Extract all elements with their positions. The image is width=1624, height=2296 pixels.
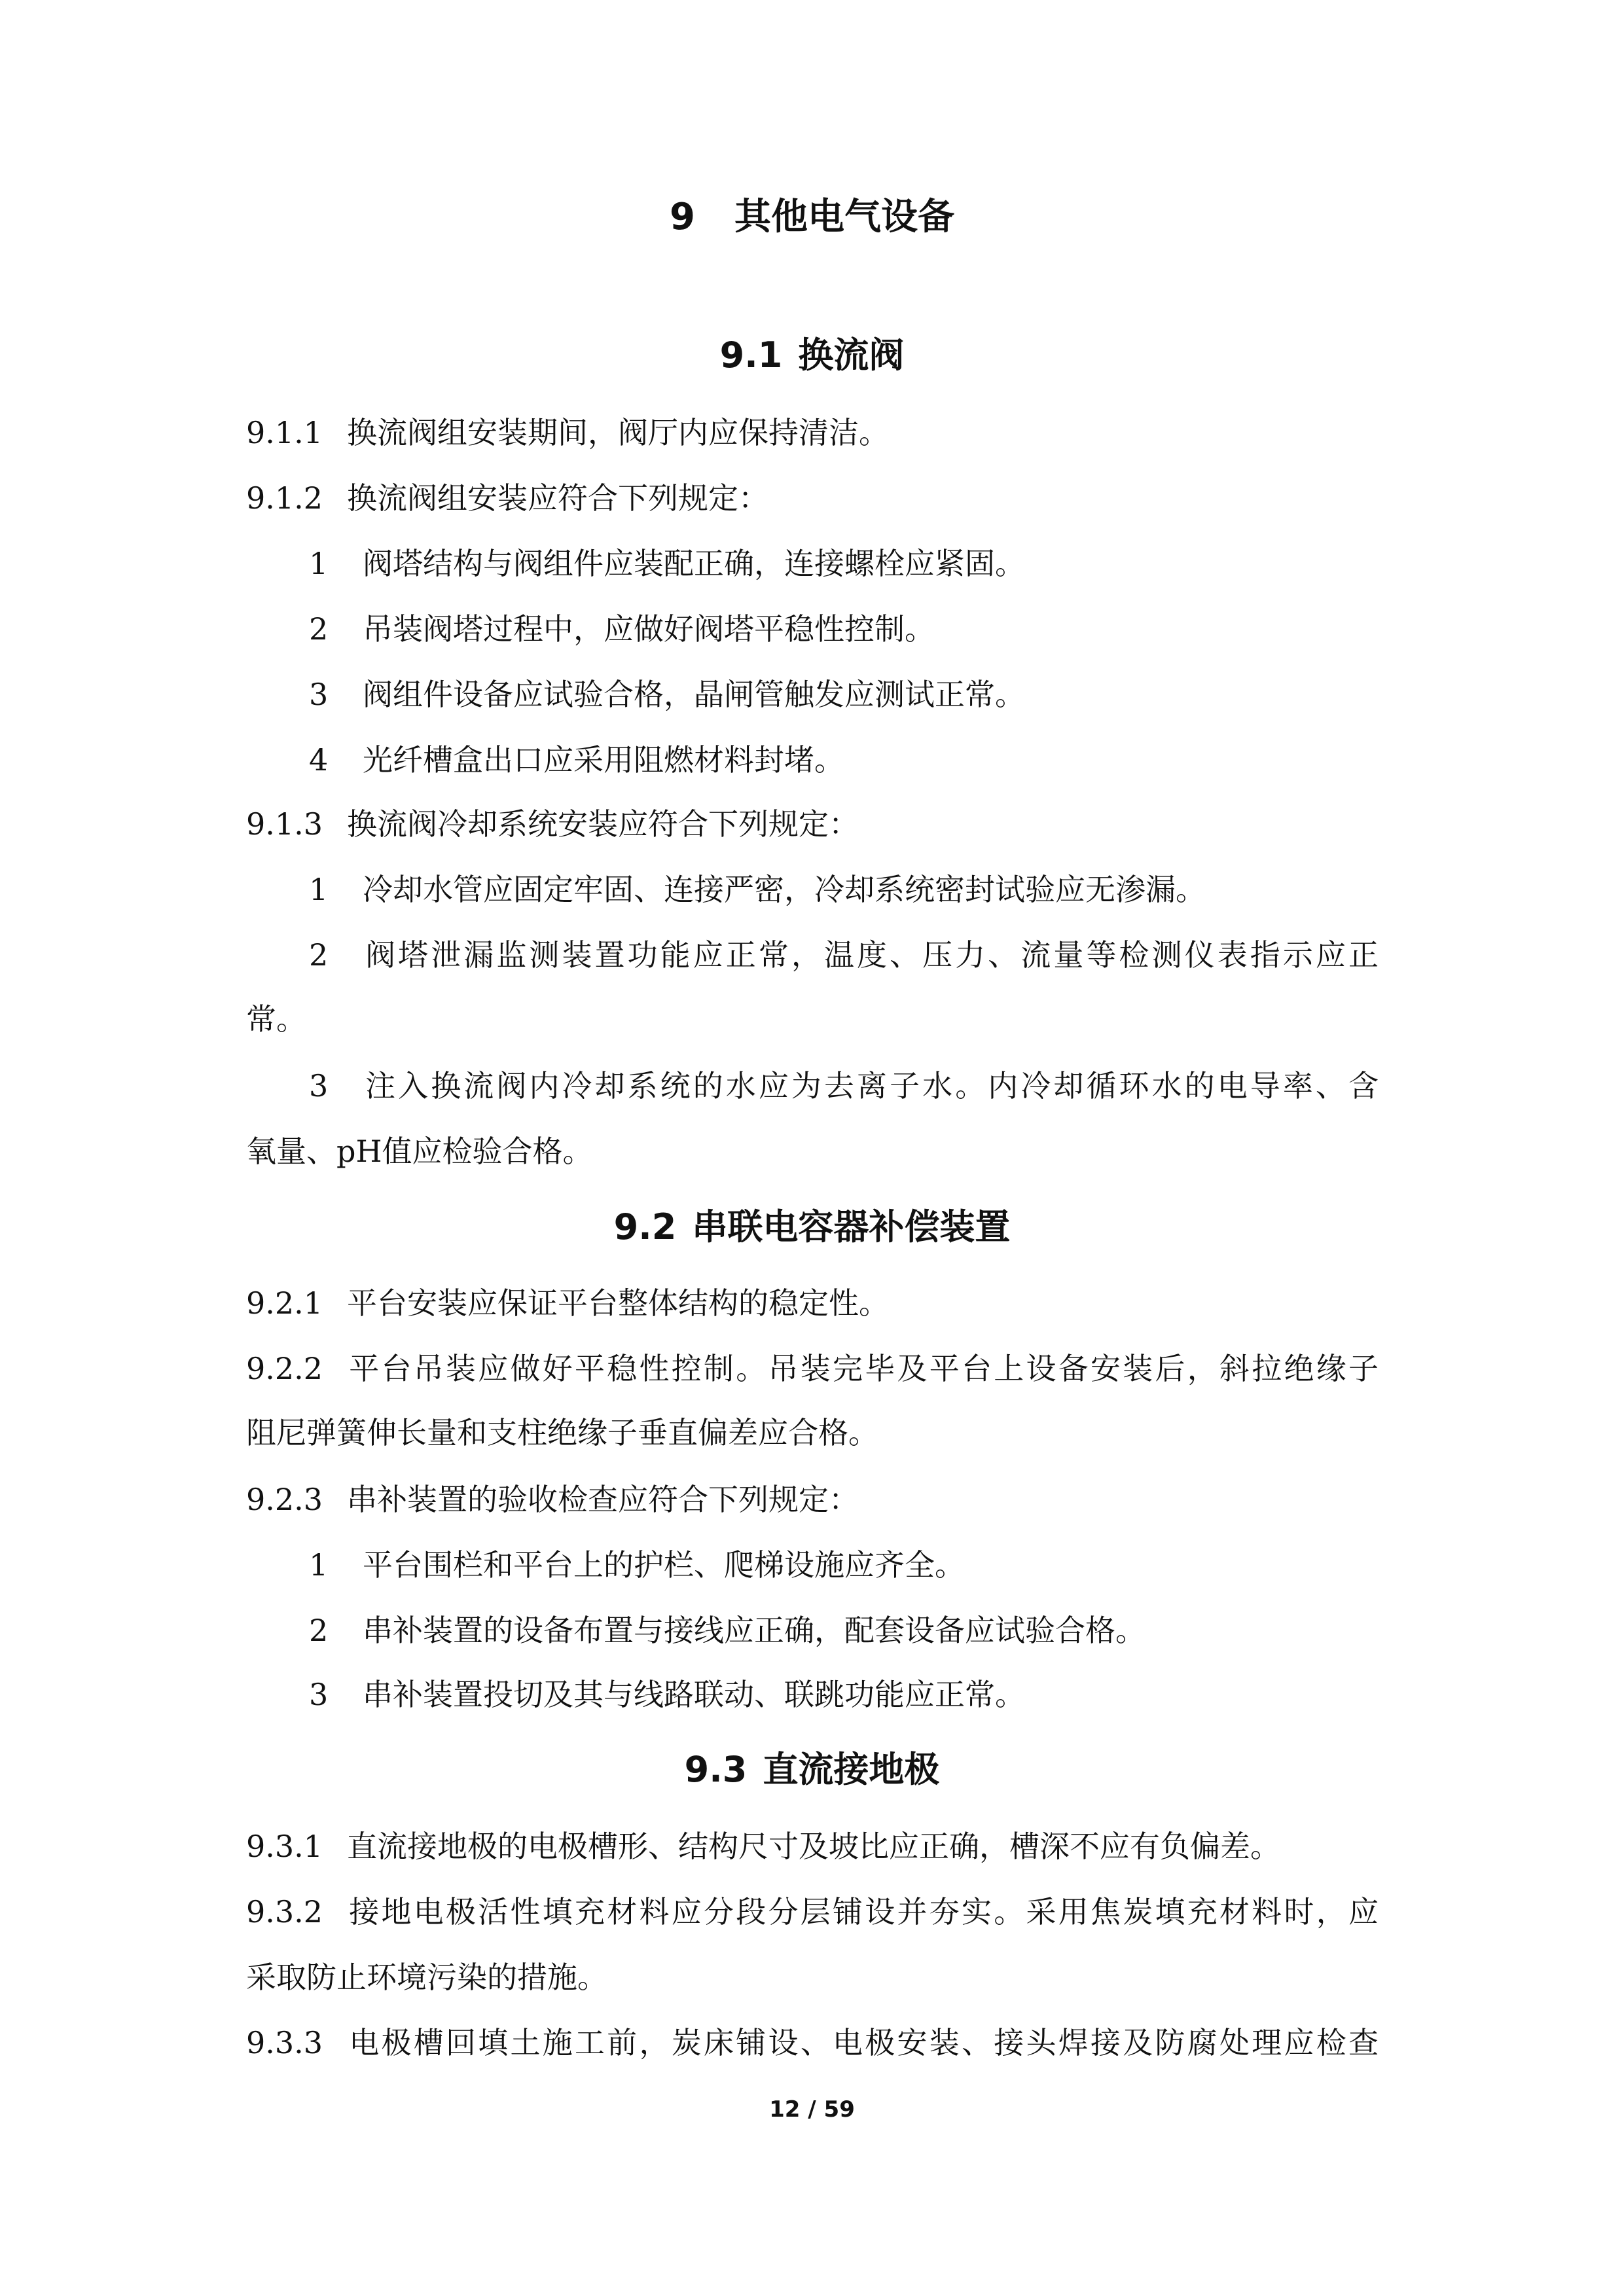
clause-continuation: 阻尼弹簧伸长量和支柱绝缘子垂直偏差应合格。	[246, 1415, 878, 1450]
list-item: 4 光纤槽盒出口应采用阻燃材料封堵。	[309, 742, 844, 778]
clause-9-3-3: 9.3.3 电极槽回填土施工前，炭床铺设、电极安装、接头焊接及防腐处理应检查	[246, 2025, 1379, 2060]
clause-9-2-2: 9.2.2 平台吊装应做好平稳性控制。吊装完毕及平台上设备安装后，斜拉绝缘子	[246, 1351, 1379, 1386]
clause-9-3-1: 9.3.1 直流接地极的电极槽形、结构尺寸及坡比应正确，槽深不应有负偏差。	[246, 1829, 1280, 1864]
list-item: 2 串补装置的设备布置与接线应正确，配套设备应试验合格。	[309, 1613, 1146, 1648]
clause-9-1-2: 9.1.2 换流阀组安装应符合下列规定：	[246, 480, 768, 516]
list-item: 1 阀塔结构与阀组件应装配正确，连接螺栓应紧固。	[309, 546, 1025, 581]
clause-9-3-2: 9.3.2 接地电极活性填充材料应分段分层铺设并夯实。采用焦炭填充材料时，应	[246, 1894, 1379, 1929]
page-number: 12 / 59	[769, 2096, 855, 2123]
section-heading-9-3: 9.3 直流接地极	[684, 1749, 940, 1790]
list-item-continuation: 氧量、pH值应检验合格。	[246, 1134, 593, 1169]
list-item: 1 冷却水管应固定牢固、连接严密，冷却系统密封试验应无渗漏。	[309, 872, 1206, 907]
clause-9-1-3: 9.1.3 换流阀冷却系统安装应符合下列规定：	[246, 806, 859, 842]
chapter-heading	[0, 191, 1624, 243]
section-heading-9-2: 9.2 串联电容器补偿装置	[613, 1206, 1011, 1247]
clause-continuation: 采取防止环境污染的措施。	[246, 1960, 607, 1995]
list-item: 3 注入换流阀内冷却系统的水应为去离子水。内冷却循环水的电导率、含	[309, 1068, 1379, 1103]
list-item: 2 吊装阀塔过程中，应做好阀塔平稳性控制。	[309, 611, 935, 647]
clause-9-2-3: 9.2.3 串补装置的验收检查应符合下列规定：	[246, 1482, 859, 1517]
list-item-continuation: 常。	[246, 1001, 306, 1037]
list-item: 2 阀塔泄漏监测装置功能应正常，温度、压力、流量等检测仪表指示应正	[309, 937, 1379, 973]
chapter-title: 其他电气设备	[734, 196, 954, 238]
list-item: 3 阀组件设备应试验合格，晶闸管触发应测试正常。	[309, 677, 1025, 712]
section-heading-9-1: 9.1 换流阀	[719, 334, 905, 376]
list-item: 3 串补装置投切及其与线路联动、联跳功能应正常。	[309, 1677, 1025, 1712]
list-item: 1 平台围栏和平台上的护栏、爬梯设施应齐全。	[309, 1547, 965, 1583]
chapter-number: 9	[670, 196, 695, 238]
clause-9-1-1: 9.1.1 换流阀组安装期间，阀厅内应保持清洁。	[246, 415, 889, 450]
clause-9-2-1: 9.2.1 平台安装应保证平台整体结构的稳定性。	[246, 1285, 889, 1321]
